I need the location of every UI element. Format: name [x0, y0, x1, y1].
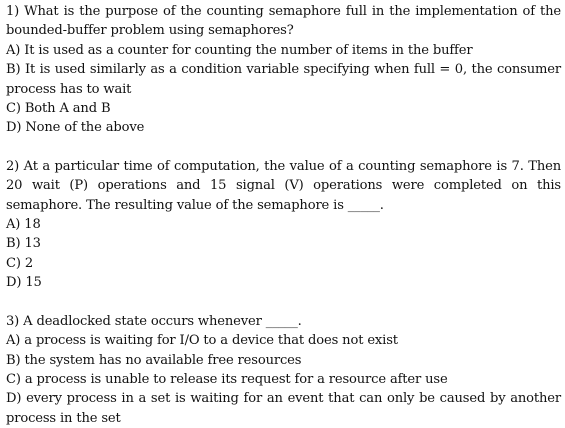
option-b: B) the system has no available free resources [6, 352, 302, 368]
option-c: C) Both A and B [6, 101, 111, 117]
option-c: C) a process is unable to release its request for a resource after use [6, 371, 448, 387]
question-stem: 3) A deadlocked state occurs whenever _____. [6, 313, 302, 329]
option-a: A) It is used as a counter for counting the number of items in the buffer [6, 42, 473, 58]
question-document [6, 2, 561, 428]
question-1 [6, 2, 561, 138]
option-a: A) a process is waiting for I/O to a device that does not exist [6, 333, 398, 349]
option-b: B) 13 [6, 236, 41, 252]
question-2 [6, 157, 561, 293]
option-d: D) every process in a set is waiting for an event that can only be caused by another process in the set [6, 391, 561, 426]
option-a: A) 18 [6, 217, 41, 233]
question-stem: 2) At a particular time of computation, the value of a counting semaphore is 7. Then 20 wait (P) operations and 15 signal (V) operations were completed on this semaphore. The resulting value of the semaphore is _____. [6, 158, 561, 213]
option-d: D) None of the above [6, 120, 145, 136]
option-d: D) 15 [6, 275, 42, 291]
question-stem: 1) What is the purpose of the counting semaphore full in the implementation of the bounded-buffer problem using semaphores? [6, 4, 561, 39]
question-3 [6, 312, 561, 428]
option-c: C) 2 [6, 255, 34, 271]
option-b: B) It is used similarly as a condition variable specifying when full = 0, the consumer process has to wait [6, 62, 561, 97]
